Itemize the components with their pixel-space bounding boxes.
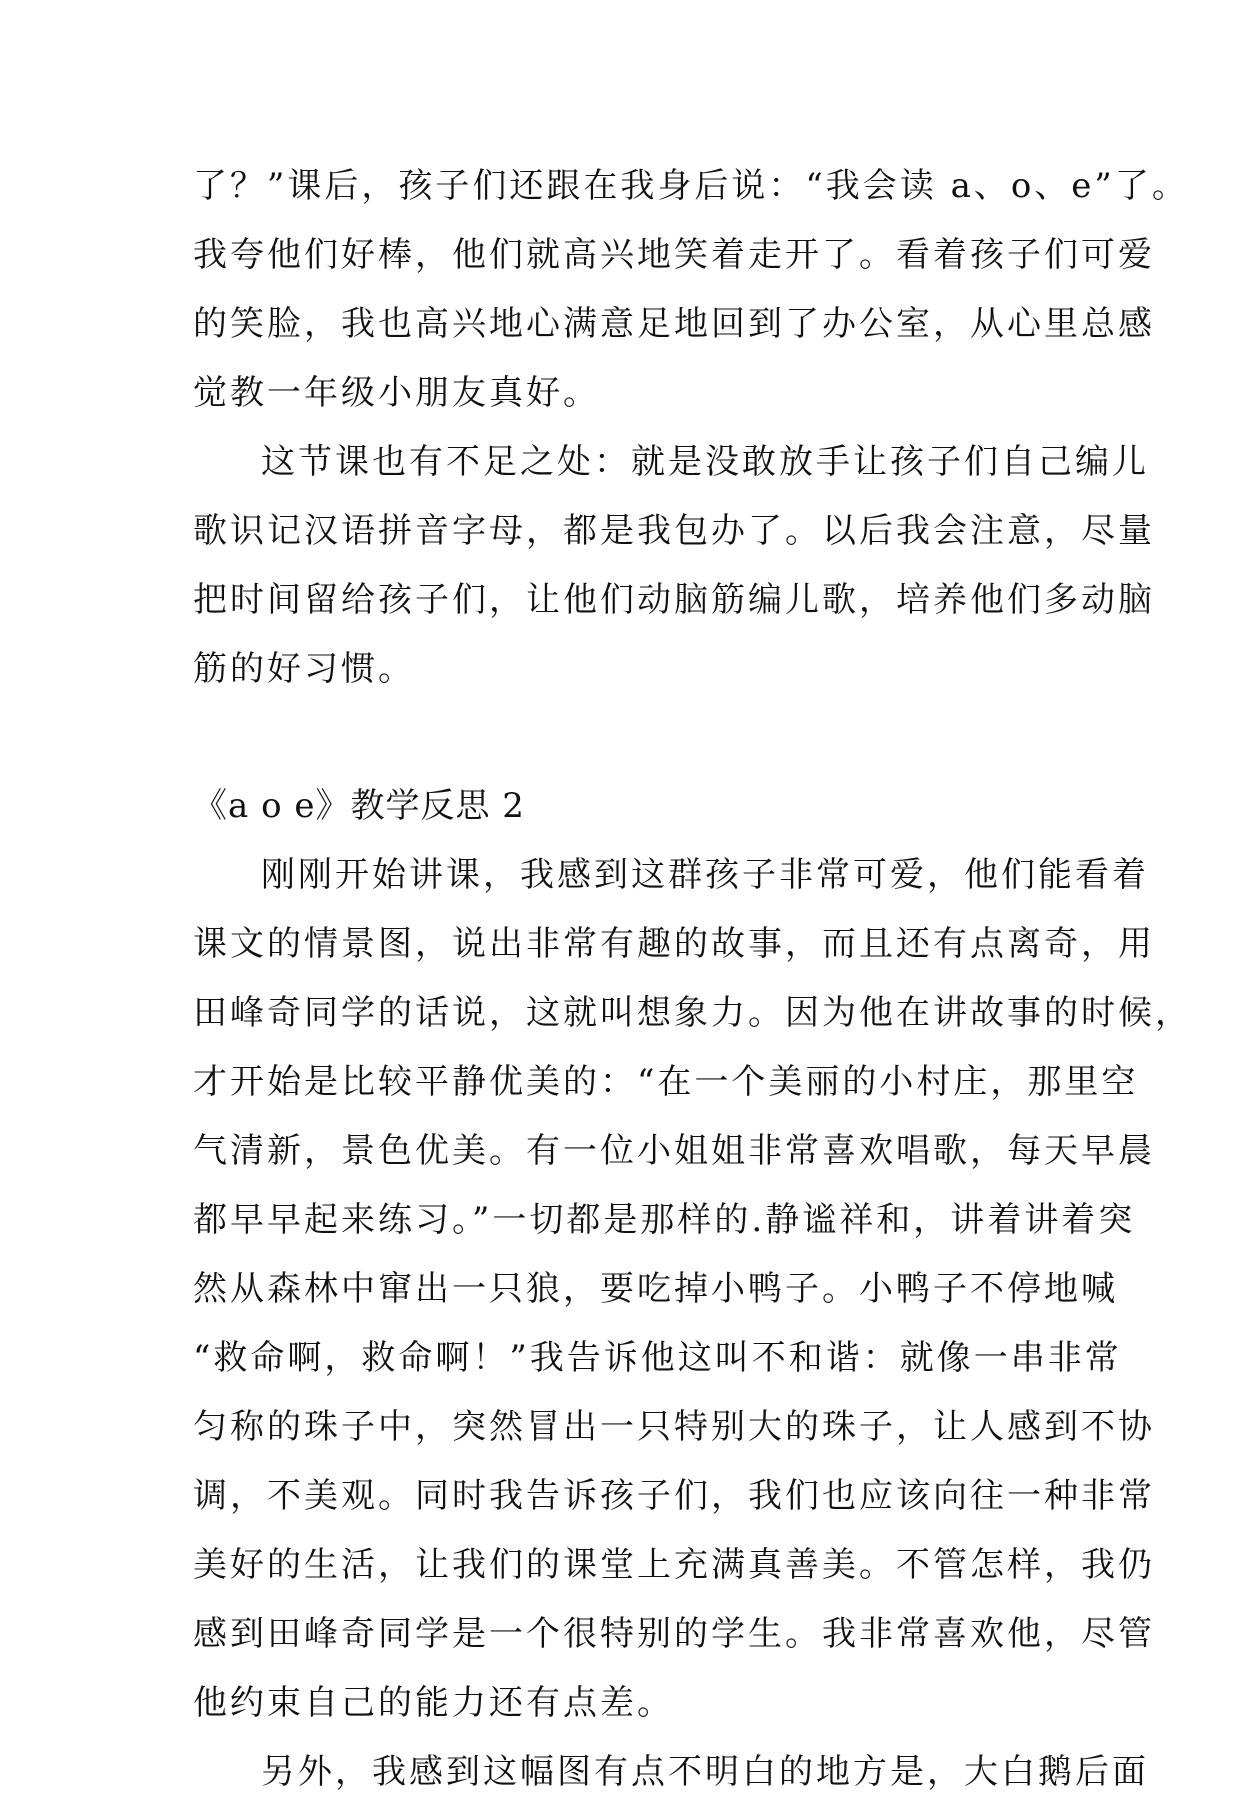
paragraph-4 [193,1738,1149,1807]
text-line: 气清新，景色优美。有一位小姐姐非常喜欢唱歌，每天早晨 [193,1131,1155,1171]
text-line: 匀称的珠子中，突然冒出一只特别大的珠子，让人感到不协 [193,1407,1155,1447]
section-heading: 《a o e》教学反思 2 [193,786,525,826]
text-line: 美好的生活，让我们的课堂上充满真善美。不管怎样，我仍 [193,1545,1155,1585]
paragraph-2 [193,428,1155,704]
text-line: 另外，我感到这幅图有点不明白的地方是，大白鹅后面 [261,1752,1149,1792]
text-line: “救命啊，救命啊！”我告诉他这叫不和谐：就像一串非常 [193,1338,1122,1378]
paragraph-1 [193,152,1189,428]
paragraph-3 [193,841,1192,1738]
text-line: 的笑脸，我也高兴地心满意足地回到了办公室，从心里总感 [193,304,1155,344]
text-line: 我夸他们好棒，他们就高兴地笑着走开了。看着孩子们可爱 [193,235,1155,275]
text-line: 感到田峰奇同学是一个很特别的学生。我非常喜欢他，尽管 [193,1614,1155,1654]
text-line: 这节课也有不足之处：就是没敢放手让孩子们自己编儿 [261,442,1149,482]
text-line: 调，不美观。同时我告诉孩子们，我们也应该向往一种非常 [193,1476,1155,1516]
text-line: 刚刚开始讲课，我感到这群孩子非常可爱，他们能看着 [261,855,1149,895]
text-line: 田峰奇同学的话说，这就叫想象力。因为他在讲故事的时候， [193,993,1192,1033]
section-gap [193,704,1053,772]
text-line: 把时间留给孩子们，让他们动脑筋编儿歌，培养他们多动脑 [193,580,1155,620]
text-line: 课文的情景图，说出非常有趣的故事，而且还有点离奇，用 [193,924,1155,964]
text-line: 觉教一年级小朋友真好。 [193,373,600,413]
text-line: 然从森林中窜出一只狼，要吃掉小鸭子。小鸭子不停地喊 [193,1269,1118,1309]
text-line: 歌识记汉语拼音字母，都是我包办了。以后我会注意，尽量 [193,511,1155,551]
text-line: 才开始是比较平静优美的：“在一个美丽的小村庄，那里空 [193,1062,1139,1102]
text-line: 筋的好习惯。 [193,649,415,689]
text-line: 都早早起来练习。”一切都是那样的.静谧祥和，讲着讲着突 [193,1200,1136,1240]
text-line: 了？”课后，孩子们还跟在我身后说：“我会读 a、o、e”了。 [193,166,1189,206]
text-line: 他约束自己的能力还有点差。 [193,1683,674,1723]
document-page [193,152,1192,1807]
